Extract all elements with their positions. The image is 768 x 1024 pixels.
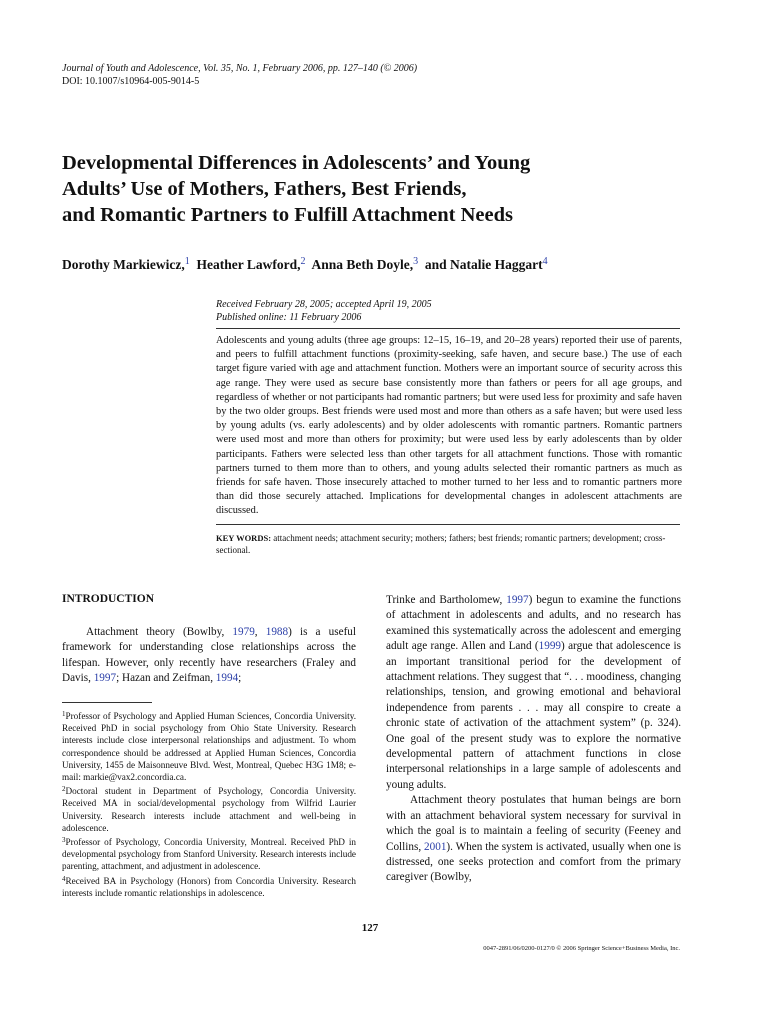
- abstract-top-rule: [216, 328, 680, 329]
- citation-link[interactable]: 2001: [424, 840, 447, 853]
- body-text: ,: [254, 626, 266, 638]
- citation-link[interactable]: 1999: [538, 640, 562, 653]
- body-text: Attachment theory postulates that human beings are born with an attachment behavioral system necessary for survival in which the goal is to maintain a feeling of security (Feeney and Collins,: [386, 794, 681, 853]
- keywords-label: KEY WORDS:: [216, 533, 272, 543]
- body-text: ) begun to examine the functions of attachment in adolescents and adults, and no research has examined this systematically across the adolescent and emerging adult age range. Allen and Land (: [386, 594, 681, 653]
- citation-link[interactable]: 1994: [215, 672, 239, 685]
- citation-link[interactable]: 1997: [93, 672, 117, 685]
- body-paragraph: [386, 593, 681, 793]
- abstract-bottom-rule: [216, 524, 680, 525]
- body-text: ). When the system is activated, usually when one is distressed, one seeks protection and comfort from the primary caregiver (Bowlby,: [386, 840, 682, 884]
- author-name: Heather Lawford,: [196, 257, 301, 272]
- body-text: Trinke and Bartholomew,: [386, 594, 507, 606]
- published-date: Published online: 11 February 2006: [216, 312, 362, 323]
- citation-link[interactable]: 1988: [265, 626, 289, 638]
- author-name: Dorothy Markiewicz,: [62, 257, 185, 272]
- footnote-text: Doctoral student in Department of Psychology, Concordia University. Received MA in social/developmental psychology from Wilfrid Laurier University. Research interests include attachment and well-being in adolescence.: [62, 786, 356, 833]
- citation-link[interactable]: 1979: [232, 626, 255, 638]
- footnote-text: Professor of Psychology and Applied Human Sciences, Concordia University. Received PhD in social psychology from Ohio State University. Research interests include close interpersonal relationships and adjustment. To whom correspondence should be addressed at Applied Human Sciences, Concordia University, 1455 de Maisonneuve Blvd. West, Montreal, Quebec H3G 1M8; e-mail: markie@vax2.concordia.ca.: [62, 711, 356, 783]
- author-footnote-link[interactable]: 1: [184, 256, 190, 267]
- body-text: ;: [238, 672, 242, 685]
- author-list: [62, 256, 548, 273]
- intro-paragraph: [62, 625, 356, 687]
- body-text: ; Hazan and Zeifman,: [116, 672, 216, 685]
- footnote-marker: 4: [62, 874, 66, 883]
- footnote-item: [62, 708, 356, 783]
- footnote-item: [62, 783, 356, 834]
- title-line-1: Developmental Differences in Adolescents’ and Young: [62, 152, 531, 174]
- section-heading-introduction: INTRODUCTION: [62, 593, 155, 605]
- article-title: [62, 150, 702, 228]
- author-footnote-link[interactable]: 2: [300, 256, 306, 267]
- footnote-marker: 3: [62, 836, 66, 845]
- title-line-2: Adults’ Use of Mothers, Fathers, Best Friends,: [62, 178, 467, 200]
- keywords: [216, 532, 682, 556]
- abstract: Adolescents and young adults (three age groups: 12–15, 16–19, and 20–28 years) reported their use of parents, and peers to fulfill attachment functions (proximity-seeking, safe haven, and secure base.) The use of each target figure varied with age and attachment function. Mothers were an important source of security across this age range. They were used as secure base consistently more than fathers or peers for all age groups, and regardless of whether or not participants had romantic partners; but were used less for proximity and safe haven by the two older groups. Best friends were used most and more than others as a safe haven; but were used less by young adults (vs. early adolescents) and by older adolescents with romantic partners. Romantic partners were used most and more than others for proximity; but were used less by early adolescents than by older participants. Fathers were selected less than other targets for all attachment functions. Those with romantic partners turned to them more than to others, and young adults selected their romantic partners as much as friends for safe haven. Those insecurely attached to mother turned to her less and to romantic partners more than did those securely attached. Implications for developmental changes in adolescent attachments are discussed.: [216, 335, 682, 517]
- keywords-text: attachment needs; attachment security; mothers; fathers; best friends; romantic partners; development; cross-sectional.: [216, 533, 666, 555]
- citation-link[interactable]: 1997: [506, 594, 529, 606]
- author-name: Anna Beth Doyle,: [311, 257, 414, 272]
- doi: DOI: 10.1007/s10964-005-9014-5: [62, 76, 200, 87]
- publication-dates: [216, 298, 432, 324]
- footnote-item: [62, 834, 356, 873]
- footnote-rule: [62, 702, 152, 703]
- footnote-marker: 2: [62, 785, 66, 794]
- author-footnote-link[interactable]: 4: [542, 256, 548, 267]
- body-text: Attachment theory (Bowlby,: [86, 626, 233, 638]
- journal-citation: Journal of Youth and Adolescence, Vol. 35, No. 1, February 2006, pp. 127–140 (© 2006): [62, 63, 418, 74]
- body-paragraph: [386, 793, 681, 885]
- body-text: ) argue that adolescence is an important transitional period for the development of attachment relations. They suggest that “. . . moodiness, changing relationships, tension, and growing emotional and behavioral independence from parents . . . may all conspire to create a chronic state of activation of the attachment system” (p. 324). One goal of the present study was to explore the normative developmental pattern of attachment functions in close interpersonal relationships in a large sample of adolescents and young adults.: [386, 640, 681, 791]
- copyright-line: 0047-2891/06/0200-0127/0 © 2006 Springer Science+Business Media, Inc.: [483, 945, 680, 952]
- right-column-body: [386, 593, 681, 886]
- footnote-text: Professor of Psychology, Concordia University, Montreal. Received PhD in developmental psychology from Stanford University. Research interests include parenting, attachment, and adjustment in adolescence.: [62, 837, 356, 872]
- received-date: Received February 28, 2005; accepted April 19, 2005: [216, 299, 432, 310]
- body-text: ) is a useful framework for understanding close relationships across the lifespan. However, only recently have researchers (Fraley and Davis,: [62, 626, 356, 685]
- footnote-marker: 1: [62, 710, 66, 718]
- author-name: and Natalie Haggart: [424, 257, 543, 272]
- page-number: 127: [361, 922, 379, 934]
- journal-header: [62, 62, 417, 88]
- author-footnote-link[interactable]: 3: [413, 256, 419, 267]
- footnote-item: [62, 873, 356, 899]
- title-line-3: and Romantic Partners to Fulfill Attachment Needs: [62, 204, 513, 226]
- footnote-text: Received BA in Psychology (Honors) from Concordia University. Research interests include romantic relationships in adolescence.: [62, 875, 356, 898]
- footnotes: [62, 708, 356, 899]
